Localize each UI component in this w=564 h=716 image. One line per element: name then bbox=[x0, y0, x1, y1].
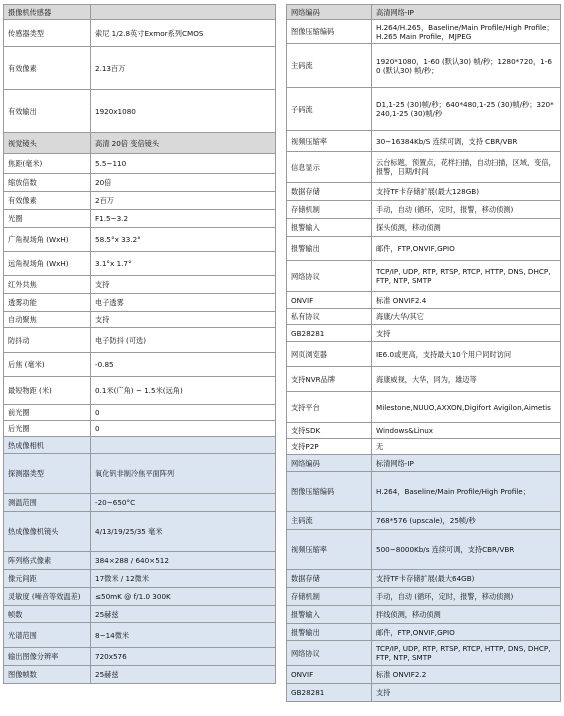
camera-spec-row bbox=[4, 494, 276, 512]
camera-spec-label: 缩放倍数 bbox=[4, 174, 91, 192]
camera-spec-value bbox=[91, 5, 276, 20]
camera-spec-row bbox=[4, 294, 276, 312]
network-spec-label: 支持SDK bbox=[287, 423, 372, 439]
camera-spec-row bbox=[4, 512, 276, 552]
camera-spec-label: 后光圈 bbox=[4, 421, 91, 437]
network-spec-value: 云台标题，预置点，花样扫描，自动扫描，区域，变倍，报警，日期/时间 bbox=[372, 152, 561, 183]
network-spec-label: ONVIF bbox=[287, 666, 372, 684]
network-spec-row bbox=[287, 423, 561, 439]
network-spec-value: H.264/H.265，Baseline/Main Profile/High Profile；H.265 Main Profile，MJPEG bbox=[372, 20, 561, 44]
network-spec-value: 支持TF卡存储扩展(最大64GB) bbox=[372, 570, 561, 588]
network-spec-value: 高清网络-IP bbox=[372, 5, 561, 20]
network-spec-row bbox=[287, 201, 561, 219]
camera-spec-label: 传感器类型 bbox=[4, 20, 91, 47]
network-spec-row bbox=[287, 20, 561, 44]
network-spec-row bbox=[287, 325, 561, 342]
network-spec-label: GB28281 bbox=[287, 684, 372, 702]
camera-spec-value: 3.1°x 1.7° bbox=[91, 252, 276, 276]
network-spec-value: 拌线侦测，移动侦测 bbox=[372, 606, 561, 624]
network-spec-label: 视频压缩率 bbox=[287, 131, 372, 152]
network-spec-row bbox=[287, 392, 561, 423]
network-spec-row bbox=[287, 183, 561, 201]
camera-spec-label: 阵列格式像素 bbox=[4, 552, 91, 570]
camera-spec-row bbox=[4, 252, 276, 276]
camera-spec-label: 热成像像机镜头 bbox=[4, 512, 91, 552]
camera-spec-label: 图像帧数 bbox=[4, 666, 91, 684]
network-spec-row bbox=[287, 439, 561, 455]
network-spec-row bbox=[287, 472, 561, 512]
camera-spec-row bbox=[4, 405, 276, 421]
camera-spec-value: 0.1米(广角) ~ 1.5米(远角) bbox=[91, 377, 276, 405]
network-spec-label: 视频压缩率 bbox=[287, 530, 372, 570]
network-spec-value: 支持TF卡存储扩展(最大128GB) bbox=[372, 183, 561, 201]
network-spec-value: 支持 bbox=[372, 325, 561, 342]
camera-spec-value: 25赫兹 bbox=[91, 666, 276, 684]
network-spec-label: 支持NVR品牌 bbox=[287, 367, 372, 392]
network-spec-value: 支持 bbox=[372, 684, 561, 702]
network-spec-value: D1,1-25 (30)帧/秒；640*480,1-25 (30)帧/秒；320*240,1-25 (30)帧/秒 bbox=[372, 88, 561, 131]
camera-spec-label: 热成像相机 bbox=[4, 437, 91, 454]
network-spec-value: TCP/IP, UDP, RTP, RTSP, RTCP, HTTP, DNS, DHCP, FTP, NTP, SMTP bbox=[372, 261, 561, 292]
camera-spec-row bbox=[4, 353, 276, 377]
camera-spec-label: 有效像素 bbox=[4, 47, 91, 90]
network-spec-value: H.264，Baseline/Main Profile/High Profile； bbox=[372, 472, 561, 512]
network-spec-value: 手动，自动 (循环，定时，报警，移动侦测) bbox=[372, 201, 561, 219]
network-spec-row bbox=[287, 292, 561, 309]
camera-spec-label: 红外共焦 bbox=[4, 276, 91, 294]
camera-spec-row bbox=[4, 174, 276, 192]
camera-spec-row bbox=[4, 210, 276, 228]
network-spec-label: 图像压缩编码 bbox=[287, 472, 372, 512]
network-spec-row bbox=[287, 455, 561, 472]
camera-spec-value: 2百万 bbox=[91, 192, 276, 210]
camera-spec-value: 25赫兹 bbox=[91, 606, 276, 623]
network-spec-label: 网络协议 bbox=[287, 261, 372, 292]
network-spec-row bbox=[287, 88, 561, 131]
camera-spec-value: -0.85 bbox=[91, 353, 276, 377]
network-spec-value: 30~16384Kb/S 连续可调，支持 CBR/VBR bbox=[372, 131, 561, 152]
network-spec-label: 网络编码 bbox=[287, 455, 372, 472]
network-spec-row bbox=[287, 367, 561, 392]
camera-spec-label: 透雾功能 bbox=[4, 294, 91, 312]
camera-spec-row bbox=[4, 154, 276, 174]
camera-spec-row bbox=[4, 588, 276, 606]
camera-spec-label: 测温范围 bbox=[4, 494, 91, 512]
network-spec-label: 图像压缩编码 bbox=[287, 20, 372, 44]
camera-spec-value: 支持 bbox=[91, 276, 276, 294]
network-spec-value: Milestone,NUUO,AXXON,Digifort Avigilon,Aimetis bbox=[372, 392, 561, 423]
camera-spec-row bbox=[4, 133, 276, 154]
camera-spec-row bbox=[4, 20, 276, 47]
network-spec-row bbox=[287, 131, 561, 152]
network-spec-row bbox=[287, 5, 561, 20]
camera-spec-value: 1920x1080 bbox=[91, 90, 276, 133]
camera-spec-value: 720x576 bbox=[91, 648, 276, 666]
network-spec-value: 海康威视，大华，同为，雄迈等 bbox=[372, 367, 561, 392]
camera-spec-label: 有效像素 bbox=[4, 192, 91, 210]
camera-spec-row bbox=[4, 192, 276, 210]
camera-spec-value: 索尼 1/2.8英寸Exmor系列CMOS bbox=[91, 20, 276, 47]
camera-spec-label: 光圈 bbox=[4, 210, 91, 228]
camera-spec-row bbox=[4, 623, 276, 648]
network-spec-value: 768*576 (upscale)，25帧/秒 bbox=[372, 512, 561, 530]
network-spec-row bbox=[287, 237, 561, 261]
network-spec-label: 报警输入 bbox=[287, 606, 372, 624]
network-spec-label: 网络协议 bbox=[287, 641, 372, 666]
network-spec-value: 手动，自动 (循环，定时，报警，移动侦测) bbox=[372, 588, 561, 606]
camera-spec-row bbox=[4, 648, 276, 666]
network-spec-label: 存储机制 bbox=[287, 201, 372, 219]
network-spec-label: 信息显示 bbox=[287, 152, 372, 183]
network-spec-label: 数据存储 bbox=[287, 183, 372, 201]
camera-spec-value: 5.5~110 bbox=[91, 154, 276, 174]
network-spec-label: 网页浏览器 bbox=[287, 342, 372, 367]
network-spec-row bbox=[287, 684, 561, 702]
network-spec-label: 数据存储 bbox=[287, 570, 372, 588]
camera-spec-value bbox=[91, 437, 276, 454]
network-spec-label: 支持平台 bbox=[287, 392, 372, 423]
network-spec-row bbox=[287, 530, 561, 570]
network-spec-value: Windows&Linux bbox=[372, 423, 561, 439]
network-spec-row bbox=[287, 342, 561, 367]
network-spec-label: 报警输出 bbox=[287, 624, 372, 641]
camera-spec-row bbox=[4, 570, 276, 588]
camera-spec-row bbox=[4, 5, 276, 20]
network-spec-row bbox=[287, 152, 561, 183]
network-spec-row bbox=[287, 309, 561, 325]
network-spec-row bbox=[287, 44, 561, 88]
camera-spec-row bbox=[4, 552, 276, 570]
network-spec-table bbox=[286, 4, 561, 702]
camera-spec-label: 前光圈 bbox=[4, 405, 91, 421]
camera-spec-value: 58.5°x 33.2° bbox=[91, 228, 276, 252]
camera-spec-value: 高清 20倍 变倍镜头 bbox=[91, 133, 276, 154]
camera-spec-row bbox=[4, 312, 276, 328]
camera-spec-value: 17微米 / 12微米 bbox=[91, 570, 276, 588]
camera-spec-value: 0 bbox=[91, 405, 276, 421]
camera-spec-label: 自动聚焦 bbox=[4, 312, 91, 328]
camera-spec-value: 384×288 / 640×512 bbox=[91, 552, 276, 570]
network-spec-label: 网络编码 bbox=[287, 5, 372, 20]
camera-spec-row bbox=[4, 454, 276, 494]
network-spec-row bbox=[287, 512, 561, 530]
camera-spec-table-body bbox=[4, 5, 276, 684]
camera-spec-label: 最短物距 (米) bbox=[4, 377, 91, 405]
camera-spec-row bbox=[4, 377, 276, 405]
camera-spec-label: 灵敏度 (噪音等效温差) bbox=[4, 588, 91, 606]
camera-spec-value: -20~650°C bbox=[91, 494, 276, 512]
camera-spec-label: 远角视场角 (WxH) bbox=[4, 252, 91, 276]
network-spec-row bbox=[287, 261, 561, 292]
network-spec-label: 支持P2P bbox=[287, 439, 372, 455]
network-spec-value: 邮件，FTP,ONVIF,GPIO bbox=[372, 237, 561, 261]
camera-spec-value: 20倍 bbox=[91, 174, 276, 192]
network-spec-value: 邮件，FTP,ONVIF,GPIO bbox=[372, 624, 561, 641]
network-spec-value: 标准 ONVIF2.2 bbox=[372, 666, 561, 684]
network-spec-row bbox=[287, 641, 561, 666]
network-spec-row bbox=[287, 666, 561, 684]
camera-spec-value: ≤50mK @ f/1.0 300K bbox=[91, 588, 276, 606]
camera-spec-row bbox=[4, 47, 276, 90]
camera-spec-label: 广角视场角 (WxH) bbox=[4, 228, 91, 252]
network-spec-row bbox=[287, 219, 561, 237]
camera-spec-label: 有效输出 bbox=[4, 90, 91, 133]
camera-spec-value: 支持 bbox=[91, 312, 276, 328]
network-spec-value: 探头侦测，移动侦测 bbox=[372, 219, 561, 237]
network-spec-label: 子码流 bbox=[287, 88, 372, 131]
network-spec-row bbox=[287, 588, 561, 606]
network-spec-value: IE6.0或更高，支持最大10个用户同时访问 bbox=[372, 342, 561, 367]
network-spec-label: 报警输入 bbox=[287, 219, 372, 237]
camera-spec-table bbox=[3, 4, 276, 684]
network-spec-table-body bbox=[287, 5, 561, 702]
network-spec-row bbox=[287, 606, 561, 624]
network-spec-label: 主码流 bbox=[287, 44, 372, 88]
network-spec-value: 无 bbox=[372, 439, 561, 455]
camera-spec-label: 后焦 (毫米) bbox=[4, 353, 91, 377]
camera-spec-label: 摄像机传感器 bbox=[4, 5, 91, 20]
camera-spec-row bbox=[4, 437, 276, 454]
network-spec-value: TCP/IP, UDP, RTP, RTSP, RTCP, HTTP, DNS, DHCP, FTP, NTP, SMTP bbox=[372, 641, 561, 666]
camera-spec-row bbox=[4, 228, 276, 252]
camera-spec-value: 氧化钒非制冷焦平面阵列 bbox=[91, 454, 276, 494]
camera-spec-label: 像元间距 bbox=[4, 570, 91, 588]
camera-spec-label: 焦距(毫米) bbox=[4, 154, 91, 174]
network-spec-label: GB28281 bbox=[287, 325, 372, 342]
camera-spec-value: 电子防抖 (可选) bbox=[91, 328, 276, 353]
camera-spec-row bbox=[4, 276, 276, 294]
network-spec-value: 500~8000Kb/s 连续可调，支持CBR/VBR bbox=[372, 530, 561, 570]
camera-spec-value: F1.5~3.2 bbox=[91, 210, 276, 228]
camera-spec-value: 电子透雾 bbox=[91, 294, 276, 312]
camera-spec-label: 光谱范围 bbox=[4, 623, 91, 648]
network-spec-label: 私有协议 bbox=[287, 309, 372, 325]
network-spec-value: 海康/大华/其它 bbox=[372, 309, 561, 325]
network-spec-value: 1920*1080，1-60 (默认30) 帧/秒；1280*720，1-60 (默认30) 帧/秒； bbox=[372, 44, 561, 88]
camera-spec-value: 8~14微米 bbox=[91, 623, 276, 648]
camera-spec-row bbox=[4, 421, 276, 437]
camera-spec-label: 帧数 bbox=[4, 606, 91, 623]
network-spec-label: 存储机制 bbox=[287, 588, 372, 606]
camera-spec-value: 4/13/19/25/35 毫米 bbox=[91, 512, 276, 552]
camera-spec-label: 探测器类型 bbox=[4, 454, 91, 494]
camera-spec-row bbox=[4, 666, 276, 684]
network-spec-row bbox=[287, 624, 561, 641]
network-spec-value: 标清网络-IP bbox=[372, 455, 561, 472]
camera-spec-label: 输出图像分辨率 bbox=[4, 648, 91, 666]
camera-spec-label: 防抖动 bbox=[4, 328, 91, 353]
network-spec-value: 标准 ONVIF2.4 bbox=[372, 292, 561, 309]
network-spec-label: ONVIF bbox=[287, 292, 372, 309]
camera-spec-row bbox=[4, 90, 276, 133]
network-spec-label: 报警输出 bbox=[287, 237, 372, 261]
camera-spec-value: 2.13百万 bbox=[91, 47, 276, 90]
camera-spec-row bbox=[4, 606, 276, 623]
network-spec-label: 主码流 bbox=[287, 512, 372, 530]
camera-spec-value: 0 bbox=[91, 421, 276, 437]
camera-spec-row bbox=[4, 328, 276, 353]
camera-spec-label: 视觉镜头 bbox=[4, 133, 91, 154]
network-spec-row bbox=[287, 570, 561, 588]
